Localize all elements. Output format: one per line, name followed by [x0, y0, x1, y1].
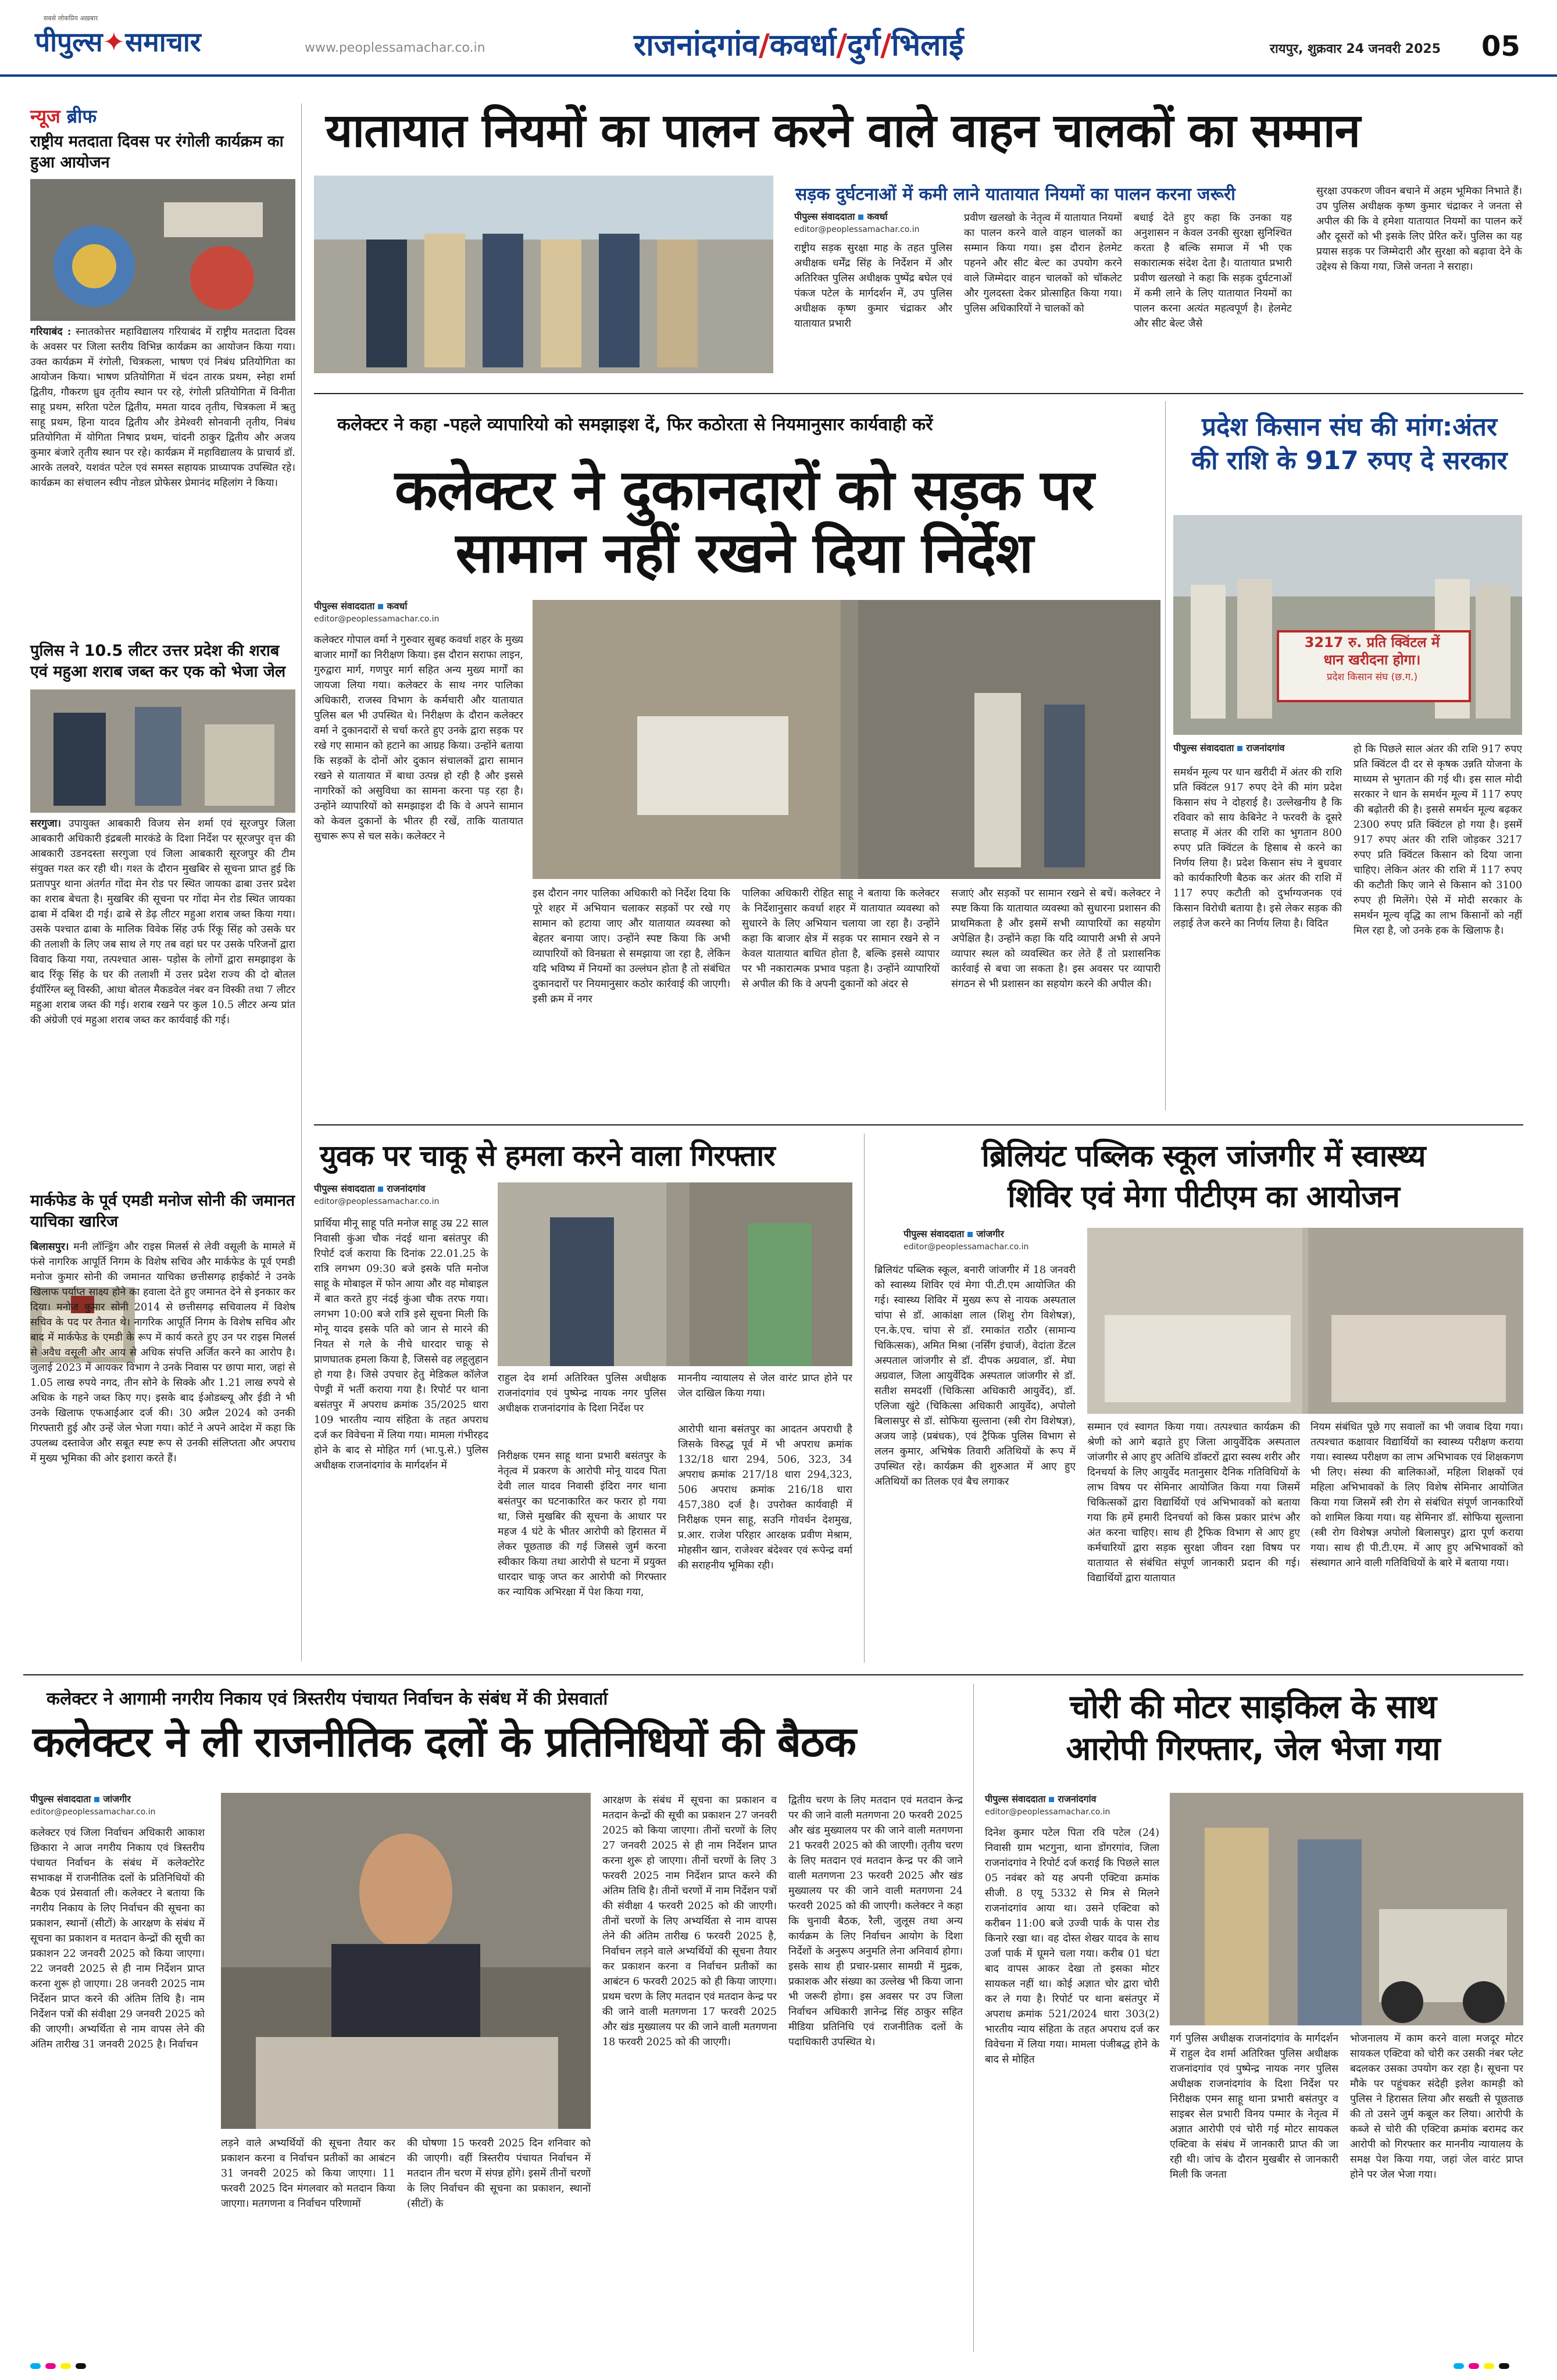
byline-name: पीपुल्स संवाददाता: [30, 1793, 91, 1804]
byline-email[interactable]: editor@peoplessamachar.co.in: [985, 1807, 1110, 1817]
story4-col1: प्रार्थिया मीनू साहू पति मनोज साहू उम्र 22 साल निवासी कुंआ चौक नंदई थाना बसंतपुर की रिपोर्ट दर्ज कराया कि दिनांक 22.01.25 के रात्रि लगभग 09:30 बजे इसके पति मनोज साहू के मोबाइल में फोन आया और वह मोबाइल में बात करते हुए नंदई कुंआ चौक तरफ गया। लगभग 10:00 बजे रात्रि इसे सूचना मिली कि मोनू यादव इसके पति को जान से मारने की नियत से गले के नीचे धारदार चाकू से प्राणघातक हमला किया है, जिससे वह लहूलुहान हो गया है। जिसे उपचार हेतु मेडिकल कॉलेज पेण्ड्री में भर्ती कराया गया है। रिपोर्ट पर थाना बसंतपुर में अपराध क्रमांक 35/2025 धारा 109 भारतीय न्याय संहिता के तहत अपराध दर्ज कर विवेचना में लिया गया। मामला गंभीरहद होने के बाद से मोहित गर्ग (भा.पु.से.) पुलिस अधीक्षक राजनांदगांव के मार्गदर्शन में: [314, 1218, 488, 1471]
story6-kicker: कलेक्टर ने आगामी नगरीय निकाय एवं त्रिस्तरीय पंचायत निर्वाचन के संबंध में की प्रेसवार्ता: [47, 1689, 608, 1709]
news-brief-label-a: न्यूज: [30, 105, 60, 127]
story3-byline: [1173, 742, 1354, 755]
section-durg: दुर्ग: [847, 28, 881, 63]
story1-byline: [794, 210, 969, 236]
byline-email[interactable]: editor@peoplessamachar.co.in: [314, 1197, 440, 1206]
market-inspection-photo: [533, 600, 1160, 879]
newspaper-logo[interactable]: [35, 23, 201, 59]
logo-separator: ✦: [102, 26, 126, 58]
story7-headline-2[interactable]: आरोपी गिरफ्तार, जेल भेजा गया: [1066, 1730, 1440, 1768]
byline-name: पीपुल्स संवाददाता: [985, 1793, 1046, 1804]
column-divider: [1165, 401, 1166, 1110]
protest-banner: [1279, 634, 1465, 686]
print-registration-marks: [1454, 2360, 1514, 2371]
accused-arrest-photo: [498, 1182, 852, 1366]
byline-place: कवर्धा: [867, 211, 888, 222]
story3-col1: समर्थन मूल्य पर धान खरीदी में अंतर की राशि प्रति क्विंटल 917 रुपए देने की मांग प्रदेश किसान संघ ने दोहराई है। उल्लेखनीय है कि रविवार को साय केबिनेट ने फरवरी के दूसरे सप्ताह में अंतर की राशि का भुगतान 800 रुपए प्रति क्विंटल के हिसाब से करने का निर्णय लिया है। प्रदेश किसान संघ ने बुधवार को कार्यकारिणी बैठक कर अंतर की राशि में 117 रुपए कटौती को दुर्भाग्यजनक एवं किसान विरोधी बताया है। इसे लेकर सड़क की लड़ाई तेज करने का निर्णय लिया है। विदित: [1173, 767, 1342, 930]
column-divider: [864, 1134, 865, 1663]
story7-byline: [985, 1793, 1159, 1818]
story7-col2: गर्ग पुलिस अधीक्षक राजनांदगांव के मार्गदर्शन में राहुल देव शर्मा अतिरिक्त पुलिस अधीक्षक राजनांदगांव एवं पुष्पेन्द्र नायक नगर पुलिस अधीक्षक राजनांदगांव के दिशा निर्देश पर निरीक्षक एमन साहू थाना प्रभारी बसंतपुर व साइबर सेल प्रभारी विनय पम्मार के नेतृत्व में अज्ञात आरोपी एवं चोरी गई मोटर सायकल एक्टिवा के संबंध में जानकारी प्राप्त की जा रही थी। जांच के दौरान मुखबीर से जानकारी मिली कि जनता: [1170, 2033, 1338, 2181]
story2-col2: इस दौरान नगर पालिका अधिकारी को निर्देश दिया कि पूरे शहर में अभियान चलाकर सड़कों पर रखे गए सामान को हटाया जाए और यातायात व्यवस्था को बेहतर बनाया जाए। उन्होंने स्पष्ट किया कि अभी व्यापारियों को विनम्रता से समझाया जा रहा है, लेकिन यदि भविष्य में नियमों का उल्लंघन होता है तो संबंधित दुकानदारों पर नियमानुसार कठोर कार्रवाई की जाएगी। इसी क्रम में नगर: [533, 888, 730, 1005]
logo-right: समाचार: [125, 26, 201, 58]
story2-col1: कलेक्टर गोपाल वर्मा ने गुरुवार सुबह कवर्धा शहर के मुख्य बाजार मार्गों का निरीक्षण किया। इस दौरान सराफा लाइन, गुरुद्वारा मार्ग, गणपुर मार्ग सहित अन्य मुख्य मार्गों का जायजा लिया गया। कलेक्टर के साथ नगर पालिका अधिकारी, राजस्व विभाग के कर्मचारी और यातायात पुलिस बल भी उपस्थित थे। निरीक्षण के दौरान कलेक्टर वर्मा ने दुकानदारों से चर्चा करते हुए उनके द्वारा सड़क पर रखे गए सामान को हटाने का आग्रह किया। उन्होंने बताया कि सड़कों के दोनों ओर दुकान संचालकों द्वारा सामान रखने से यातायात में बाधा उत्पन्न हो रही है और इससे नागरिकों को असुविधा का सामना करना पड़ रहा है। उन्होंने व्यापारियों को समझाइश दी कि वे अपने सामान को केवल दुकानों के भीतर ही रखें, ताकि यातायात सुचारू रूप से चल सके। कलेक्टर ने: [314, 634, 523, 842]
story5-headline-1[interactable]: ब्रिलियंट पब्लिक स्कूल जांजगीर में स्वास्थ्य: [981, 1139, 1426, 1174]
brief-lead-2: सरगुजा।: [30, 818, 61, 830]
byline-name: पीपुल्स संवाददाता: [794, 211, 855, 222]
logo-tagline: सबसे लोकप्रिय अख़बार: [44, 15, 98, 22]
byline-email[interactable]: editor@peoplessamachar.co.in: [30, 1807, 156, 1817]
website-link[interactable]: www.peoplessamachar.co.in: [305, 41, 485, 55]
divider: [314, 393, 1523, 394]
section-title: [634, 23, 963, 65]
story6-caption-b: की घोषणा 15 फरवरी 2025 दिन शनिवार को की जाएगी। वहीं त्रिस्तरीय पंचायत निर्वाचन में मतदान तीन चरण में संपन्न होंगे। इसमें तीनों चरणों के लिए निर्वाचन की सूचना का प्रकाशन, स्थानों (सीटों) के: [407, 2138, 591, 2210]
story1-headline[interactable]: यातायात नियमों का पालन करने वाले वाहन चालकों का सम्मान: [326, 103, 1360, 158]
brief-body-1: स्नातकोत्तर महाविद्यालय गरियाबंद में राष्ट्रीय मतदाता दिवस के अवसर पर जिला स्तरीय विभिन्न कार्यक्रम का आयोजन किया गया। उक्त कार्यक्रम में रंगोली, चित्रकला, भाषण एवं निबंध प्रतियोगिता का आयोजन किया। भाषण प्रतियोगिता में चंदन तारक प्रथम, स्नेहा शर्मा द्वितीय, गौकरण ध्रुव तृतीय स्थान पर रहे, रंगोली प्रतियोगिता में विनीता साहू प्रथम, सरिता पटेल द्वितीय, ममता यादव तृतीय, चित्रकला में ऋतु साहू प्रथम, हिना यादव द्वितीय और डेमेश्वरी सोनवानी तृतीय, निबंध प्रतियोगिता में योगिता निषाद प्रथम, चांदनी ठाकुर द्वितीय और अजय कुमार बंजारे तृतीय स्थान पर रहे। कार्यक्रम में महाविद्यालय के प्राचार्य डॉ. आरके तलवरे, यशवंत पटेल एवं समस्त सहायक प्राध्यापक उपस्थित रहे। कार्यक्रम का संचालन स्वीप नोडल प्रोफेसर प्रेमानंद महिलांग ने किया।: [30, 326, 295, 489]
brief-text-1: [30, 324, 295, 620]
section-rajnandgaon: राजनांदगांव: [634, 28, 759, 63]
story5-col2: सम्मान एवं स्वागत किया गया। तत्पश्चात कार्यक्रम की श्रेणी को आगे बढ़ाते हुए जिला आयुर्वेदिक अस्पताल जांजगीर से आए हुए अतिथि डॉक्टरों द्वारा स्वस्थ शरीर और दिनचर्या के लिए आयुर्वेद मतानुसार दैनिक गतिविधियों के लाभ विषय पर सेमिनार आयोजित किया गया जिसमें चिकित्सकों द्वारा विद्यार्थियों एवं अभिभावकों को बताया गया कि हमें हमारी दिनचर्या को किस प्रकार प्रारंभ और अंत करना चाहिए। साथ ही ट्रैफिक विभाग से आए हुए कर्मचारियों द्वारा सड़क सुरक्षा जीवन रक्षा विषय पर यातायात से संबंधित संपूर्ण जानकारी प्रदान की गई। विद्यार्थियों द्वारा यातायात: [1087, 1421, 1300, 1584]
story6-caption: लड़ने वाले अभ्यर्थियों की सूचना तैयार कर प्रकाशन करना व निर्वाचन प्रतीकों का आबंटन 31 जनवरी 2025 को किया जाएगा। 11 फरवरी 2025 दिन मंगलवार को मतदान किया जाएगा। मतगणना व निर्वाचन परिणामों: [221, 2138, 395, 2210]
story6-col2: आरक्षण के संबंध में सूचना का प्रकाशन व मतदान केन्द्रों की सूची का प्रकाशन 27 जनवरी 2025 को किया जाएगा। तीनों चरणों के लिए 27 जनवरी 2025 से ही नाम निर्देशन प्राप्त करना शुरू हो जाएगा। तीनों चरणों के लिए 3 फरवरी 2025 नाम निर्देशन प्राप्त करने की अंतिम तिथि है। तीनों चरणों में नाम निर्देशन पत्रों की संवीक्षा 4 फरवरी 2025 को की जाएगी। तीनों चरणों के लिए अभ्यर्थिता से नाम वापस लेने की अंतिम तारीख 6 फरवरी 2025 है, निर्वाचन लड़ने वाले अभ्यर्थियों की सूचना तैयार कर प्रकाशन करना व निर्वाचन प्रतीकों का आबंटन 6 फरवरी 2025 को ही किया जाएगा। प्रथम चरण के लिए मतदान एवं मतदान केन्द्र पर की जाने वाली मतगणना 17 फरवरी 2025 और खंड मुख्यालय पर की जाने वाली मतगणना 18 फरवरी 2025 को की जाएगी।: [602, 1795, 777, 2048]
story5-col3: नियम संबंधित पूछे गए सवालों का भी जवाब दिया गया। तत्पश्चात कक्षावार विद्यार्थियों का स्वास्थ्य परीक्षण कराया गया। स्वास्थ्य परीक्षण का लाभ अभिभावक एवं शिक्षकगण भी लिए। संस्था की बालिकाओं, महिला शिक्षकों एवं महिला अभिभावकों के लिए विशेष सेमिनार आयोजित किया गया जिसमें स्त्री रोग से संबंधित संपूर्ण जानकारियों को शामिल किया गया। यह सेमिनार डॉ. सोफिया सुल्ताना (स्त्री रोग विशेषज्ञ अपोलो बिलासपुर) द्वारा पूर्ण कराया गया। साथ ही पी.टी.एम. में आए हुए अभिभावकों को संस्थागत आने वाली गतिविधियों के बारे में बताया गया।: [1310, 1421, 1523, 1569]
brief-body-2: उपायुक्त आबकारी विजय सेन शर्मा एवं सूरजपुर जिला आबकारी अधिकारी इंद्रबली मारकंडे के दिशा निर्देश पर सूरजपुर वृत्त की आबकारी उडनदस्ता सरगुजा एवं जिला आबकारी सूरजपुर की टीम संयुक्त गश्त कर रही थी। गश्त के दौरान मुखबिर से सूचना प्राप्त हुई कि प्रतापपुर थाना अंतर्गत गोंदा मेन रोड पर स्थित जायका ढाबा उत्तर प्रदेश का शराब बेचता है। मुखबिर की सूचना पर गोंदा मेन रोड स्थित जायका ढाबा में दबिश दी गई। ढाबे से डेढ़ लीटर महुआ शराब जब्त किया गया। उसके पश्चात ढाबा के मालिक विवेक सिंह उर्फ रिंकू सिंह को उसके घर की तलाशी के लिए जब साथ ले गए तब वहां घर पर उसके परिजनों द्वारा विवाद किया गया, तत्पश्चात आस- पड़ोस के लोगों द्वारा समझाइश के बाद रिंकू सिंह के घर की तलाशी में उत्तर प्रदेश राज्य की दो बोतल ईयॉरिंग्ल ब्लू विस्की, आधा बोतल मैकडवेल नंबर वन विस्की तथा 7 लीटर महुआ शराब जब्त की गई। शराब रखने पर कुल 10.5 लीटर अन्य प्रांत की अंग्रेजी एवं महुआ शराब जब्त कर कार्यवाई की गई।: [30, 818, 295, 1026]
brief-lead-1: गरियाबंद :: [30, 326, 72, 338]
brief-text-2: [30, 816, 295, 1177]
story7-col3: भोजनालय में काम करने वाला मजदूर मोटर सायकल एक्टिवा को चोरी कर उसकी नंबर प्लेट बदलकर उसका उपयोग कर रहा है। सूचना पर मौके पर पहुंचकर संदेही इलेश कामड़ी को पुलिस ने हिरासत लिया और सख्ती से पूछताछ की तो उसने जुर्म कबूल कर लिया। आरोपी के कब्जे से चोरी की एक्टिवा क्रमांक बरामद कर आरोपी को गिरफ्तार कर माननीय न्यायालय के समक्ष पेश किया गया, जहां जेल वारंट प्राप्त होने पर जेल भेजा गया।: [1350, 2033, 1523, 2181]
farmers-protest-photo: [1173, 515, 1522, 735]
story3-col2: हो कि पिछले साल अंतर की राशि 917 रुपए प्रति क्विंटल दी दर से कृषक उन्नति योजना के माध्यम से भुगतान की गई थी। इस साल मोदी सरकार ने धान के समर्थन मूल्य में 117 रुपए की बढ़ोतरी की है। इससे समर्थन मूल्य बढ़कर 2300 रुपए प्रति क्विंटल हो गया है। इसमें 917 रुपए अंतर की राशि जोड़कर 3217 रुपए प्रति क्विंटल किसान को दिया जाना चाहिए। लेकिन अंतर की राशि में 117 रुपए की कटौती किए जाने से किसान को 3100 रुपए ही मिलेंगे। ऐसे में मोदी सरकार के समर्थन मूल्य वृद्धि का लाभ किसानों को नहीं मिल रहा है, जो उनके हक के खिलाफ है।: [1354, 744, 1522, 937]
brief-lead-3: बिलासपुर।: [30, 1241, 69, 1253]
story6-byline: [30, 1793, 205, 1818]
section-kawardha: कवर्धा: [769, 28, 837, 63]
banner-line-1: 3217 रु. प्रति क्विंटल में: [1304, 634, 1440, 651]
byline-place: राजनांदगांव: [1246, 742, 1285, 753]
story5-byline: [904, 1228, 1090, 1253]
brief-title-1[interactable]: राष्ट्रीय मतदाता दिवस पर रंगोली कार्यक्रम का हुआ आयोजन: [30, 133, 284, 171]
story5-headline-2[interactable]: शिविर एवं मेगा पीटीएम का आयोजन: [1008, 1180, 1399, 1214]
byline-name: पीपुल्स संवाददाता: [314, 601, 375, 612]
print-registration-marks: [30, 2360, 91, 2371]
story4-col2: निरीक्षक एमन साहू थाना प्रभारी बसंतपुर के नेतृत्व में प्रकरण के आरोपी मोनू यादव पिता देवी लाल यादव निवासी इंदिरा नगर थाना बसंतपुर का घटनाकारित कर फरार हो गया था, जिसे मुखबिर की सूचना के आधार पर महज 4 घंटे के भीतर आरोपी को हिरासत में लेकर पूछताछ की गई जिससे जुर्म करना स्वीकार किया तथा आरोपी से घटना में प्रयुक्त धारदार चाकू जप्त कर आरोपी को गिरफ्तार कर न्यायिक अभिरक्षा में पेश किया गया,: [498, 1450, 666, 1598]
story2-byline: [314, 600, 523, 626]
story1-col1: राष्ट्रीय सड़क सुरक्षा माह के तहत पुलिस अधीक्षक धर्मेंद्र सिंह के निर्देशन में और अतिरिक्त पुलिस अधीक्षक पुष्पेंद्र बघेल एवं पंकज पटेल के मार्गदर्शन में, उप पुलिस अधीक्षक कृष्ण कुमार चंद्राकर और यातायात प्रभारी: [794, 242, 952, 330]
story2-col3: पालिका अधिकारी रोहित साहू ने बताया कि कलेक्टर के निर्देशानुसार कवर्धा शहर में यातायात व्यवस्था को सुधारने के लिए अभियान चलाया जा रहा है। उन्होंने कहा कि बाजार क्षेत्र में सड़क पर सामान रखने से न केवल यातायात बाधित होता है, बल्कि इससे व्यापार पर भी नकारात्मक प्रभाव पड़ता है। उन्होंने व्यापारियों से अपील की कि वे अपनी दुकानों को अंदर से: [742, 888, 940, 990]
logo-left: पीपुल्स: [35, 26, 103, 58]
column-divider: [973, 1684, 974, 2352]
banner-line-3: प्रदेश किसान संघ (छ.ग.): [1326, 671, 1418, 683]
brief-title-3[interactable]: मार्कफेड के पूर्व एमडी मनोज सोनी की जमानत याचिका खारिज: [30, 1192, 295, 1231]
banner-line-2: धान खरीदना होगा।: [1323, 652, 1421, 668]
story4-byline: [314, 1182, 500, 1208]
story6-headline[interactable]: कलेक्टर ने ली राजनीतिक दलों के प्रतिनिधियों की बैठक: [33, 1717, 856, 1766]
story2-col4: सजाएं और सड़कों पर सामान रखने से बचें। कलेक्टर ने स्पष्ट किया कि यातायात व्यवस्था को सुधारना प्रशासन की प्राथमिकता है और इसमें सभी व्यापारियों का सहयोग अपेक्षित है। उन्होंने कहा कि यदि व्यापारी अभी से अपने व्यापार स्थल को व्यवस्थित कर लेते हैं तो प्रशासनिक कार्रवाई से बचा जा सकता है। इस अवसर पर व्यापारी संगठन से भी प्रशासन का सहयोग करने की अपील की।: [951, 888, 1160, 990]
story4-headline[interactable]: युवक पर चाकू से हमला करने वाला गिरफ्तार: [320, 1139, 775, 1173]
story2-headline-1[interactable]: कलेक्टर ने दुकानदारों को सड़क पर: [394, 458, 1094, 523]
story6-col3: द्वितीय चरण के लिए मतदान एवं मतदान केन्द्र पर की जाने वाली मतगणना 20 फरवरी 2025 और खंड मुख्यालय पर की जाने वाली मतगणना 21 फरवरी 2025 को की जाएगी। तृतीय चरण के लिए मतदान एवं मतदान केन्द्र पर की जाने वाली मतगणना 23 फरवरी 2025 और खंड मुख्यालय पर की जाने वाली मतगणना 24 फरवरी 2025 को की जाएगी। कलेक्टर ने कहा कि चुनावी बैठक, रैली, जुलूस तथा अन्य कार्यक्रम के लिए निर्वाचन आयोग के दिशा निर्देशों के अनुरूप अनुमति लेना अनिवार्य होगा। इसके साथ ही प्रचार-प्रसार सामग्री में मुद्रक, प्रकाशक और संख्या का उल्लेख भी किया जाना भी जरूरी होगा। इस अवसर पर उप जिला निर्वाचन अधिकारी ज्ञानेन्द्र सिंह ठाकुर सहित मीडिया प्रतिनिधि एवं राजनीतिक दलों के पदाधिकारी उपस्थित थे।: [788, 1795, 963, 2048]
traffic-honour-photo: [314, 176, 773, 373]
section-bhilai: भिलाई: [891, 28, 964, 63]
story6-col1: कलेक्टर एवं जिला निर्वाचन अधिकारी आकाश छिकारा ने आज नगरीय निकाय एवं त्रिस्तरीय पंचायत निर्वाचन के संबंध में कलेक्टोरेट सभाकक्ष में राजनीतिक दलों के प्रतिनिधियों की बैठक एवं प्रेसवार्ता ली। कलेक्टर ने बताया कि नगरीय निकाय के लिए निर्वाचन की सूचना का प्रकाशन, स्थानों (सीटों) के आरक्षण के संबंध में सूचना का प्रकाशन व मतदान केन्द्रों की सूची का प्रकाशन 22 जनवरी 2025 को किया जाएगा। 22 जनवरी 2025 से ही नाम निर्देशन प्राप्त करना शुरू हो जाएगा। 28 जनवरी 2025 नाम निर्देशन प्राप्त करने की अंतिम तिथि है। नाम निर्देशन पत्रों की संवीक्षा 29 जनवरी 2025 को की जाएगी। अभ्यर्थिता से नाम वापस लेने की अंतिम तारीख 31 जनवरी 2025 है। निर्वाचन: [30, 1827, 205, 2050]
byline-name: पीपुल्स संवाददाता: [314, 1183, 375, 1194]
bike-theft-arrest-photo: [1170, 1793, 1523, 2025]
byline-email[interactable]: editor@peoplessamachar.co.in: [904, 1242, 1029, 1252]
story1-col3: बधाई देते हुए कहा कि उनका यह अनुशासन न केवल उनकी सुरक्षा सुनिश्चित करता है बल्कि समाज में भी एक सकारात्मक संदेश देता है। यातायात प्रभारी प्रवीण खलखो ने कहा कि सड़क दुर्घटनाओं में कमी लाने के लिए यातायात नियमों का पालन करना अत्यंत महत्वपूर्ण है। हेलमेट और सीट बेल्ट जैसे: [1134, 212, 1292, 330]
brief-text-3: [30, 1239, 295, 1658]
collector-press-photo: [221, 1793, 591, 2129]
news-brief-label-b: ब्रीफ: [66, 105, 97, 127]
byline-place: जांजगीर: [103, 1793, 131, 1804]
page-number: 05: [1481, 30, 1520, 63]
health-camp-photo: [1087, 1228, 1523, 1414]
brief-body-3: मनी लॉन्ड्रिंग और राइस मिलर्स से लेवी वसूली के मामले में फंसे नागरिक आपूर्ति निगम के विशेष सचिव और मार्कफेड के पूर्व एमडी मनोज कुमार सोनी की जमानत याचिका छत्तीसगढ़ हाईकोर्ट ने उनके खिलाफ पर्याप्त साक्ष्य होने का हवाला देते हुए जमानत देने से इनकार कर दिया। मनोज कुमार सोनी 2014 से छत्तीसगढ़ सचिवालय में विशेष सचिव के पद पर तैनात थे। नागरिक आपूर्ति निगम के विशेष सचिव और बाद में मार्कफेड के एमडी के रूप में कार्य करते हुए उन पर राइस मिलर्स से अवैध वसूली और आय से अधिक संपत्ति अर्जित करने का आरोप है। जुलाई 2023 में आयकर विभाग ने उनके निवास पर छापा मारा, जहां से 1.05 लाख रुपये नगद, तीन सोने के सिक्के और 1.21 लाख रुपये से अधिक के गहने जब्त किए गए। इसके बाद ईओडब्ल्यू और ईडी ने भी उनके खिलाफ एफआईआर दर्ज की। 30 अप्रैल 2024 को उनकी गिरफ्तारी हुई और उन्हें जेल भेजा गया। कोर्ट ने अपने आदेश में कहा कि उपलब्ध दस्तावेज और सबूत स्पष्ट रूप से उनकी संलिप्तता और अपराध में मुख्य भूमिका की ओर इशारा करते हैं।: [30, 1241, 295, 1464]
story3-headline-1[interactable]: प्रदेश किसान संघ की मांग:अंतर: [1201, 412, 1498, 442]
story4-col3: आरोपी थाना बसंतपुर का आदतन अपराधी है जिसके विरुद्ध पूर्व में भी अपराध क्रमांक 132/18 धारा 294, 506, 323, 34 अपराध क्रमांक 217/18 धारा 294,323, 506 अपराध क्रमांक 216/18 धारा 457,380 दर्ज है। उपरोक्त कार्यवाही में निरीक्षक एमन साहू, सउनि गोवर्धन देशमुख, प्र.आर. राजेश परिहार आरक्षक प्रवीण मेश्राम, मोहसीन खान, राजेश्वर बंदेश्वर एवं रूपेन्द्र वर्मा की सराहनीय भूमिका रही।: [678, 1424, 852, 1571]
byline-email[interactable]: editor@peoplessamachar.co.in: [794, 225, 920, 234]
liquor-seizure-photo: [30, 689, 295, 813]
story1-subhead: सड़क दुर्घटनाओं में कमी लाने यातायात नियमों का पालन करना जरूरी: [795, 184, 1235, 205]
story2-kicker: कलेक्टर ने कहा -पहले व्यापारियो को समझाइश दें, फिर कठोरता से नियमानुसार कार्यवाही करें: [337, 414, 933, 435]
byline-place: जांजगीर: [976, 1228, 1004, 1239]
story4-caption-2: माननीय न्यायालय से जेल वारंट प्राप्त होने पर जेल दाखिल किया गया।: [678, 1373, 852, 1399]
story7-headline-1[interactable]: चोरी की मोटर साइकिल के साथ: [1069, 1688, 1437, 1726]
divider: [314, 1124, 1523, 1125]
story1-col2: प्रवीण खलखो के नेतृत्व में यातायात नियमों का पालन करने वाले वाहन चालकों का सम्मान किया गया। इस दौरान हेलमेट पहनने और सीट बेल्ट का उपयोग करने वाले जिम्मेदार वाहन चालकों को चॉकलेट और गुलदस्ता देकर प्रोत्साहित किया गया। पुलिस अधिकारियों ने चालकों को: [964, 212, 1122, 315]
byline-place: राजनांदगांव: [387, 1183, 426, 1194]
news-brief-heading: [30, 103, 97, 128]
issue-date: रायपुर, शुक्रवार 24 जनवरी 2025: [1270, 42, 1441, 56]
story3-headline-2[interactable]: की राशि के 917 रुपए दे सरकार: [1191, 446, 1508, 476]
byline-name: पीपुल्स संवाददाता: [1173, 742, 1234, 753]
rangoli-photo: [30, 179, 295, 321]
section-slash: /: [836, 28, 848, 63]
byline-name: पीपुल्स संवाददाता: [904, 1228, 965, 1239]
byline-place: राजनांदगांव: [1058, 1793, 1097, 1804]
column-divider: [301, 103, 302, 1661]
divider: [23, 1674, 1523, 1675]
section-slash: /: [880, 28, 892, 63]
brief-title-2[interactable]: पुलिस ने 10.5 लीटर उत्तर प्रदेश की शराब एवं महुआ शराब जब्त कर एक को भेजा जेल: [30, 642, 286, 681]
byline-email[interactable]: editor@peoplessamachar.co.in: [314, 614, 440, 624]
story5-col1: ब्रिलियंट पब्लिक स्कूल, बनारी जांजगीर में 18 जनवरी को स्वास्थ्य शिविर एवं मेगा पी.टी.एम आयोजित की गई। स्वास्थ्य शिविर में मुख्य रूप से नायक अस्पताल चांपा से डॉ. आकांक्षा लाल (शिशु रोग विशेषज्ञ), एन.के.एच. चांपा से डॉ. रमाकांत राठौर (सामान्य चिकित्सक), अमित मिश्रा (नर्सिंग इंचार्ज), वेदांता डेंटल अस्पताल जांजगीर से डॉ. दीपक अग्रवाल, डॉ. मेघा अग्रवाल, जिला आयुर्वेदिक अस्पताल जांजगीर से डॉ. सतीश समदर्शी (चिकित्सा अधिकारी आयुर्वेद), डॉ. एलिजा खुंटे (चिकित्सा अधिकारी आयुर्वेद), अपोलो बिलासपुर से डॉ. सोफिया सुल्ताना (स्त्री रोग विशेषज्ञ), अजय जाड़े (प्रबंधक), एवं ट्रैफिक पुलिस विभाग से ललन कुमार, अभिषेक तिवारी अतिथियों के रूप में उपस्थित रहे। कार्यक्रम की शुरुआत में आए हुए अतिथियों का तिलक एवं बैच लगाकर: [874, 1264, 1076, 1488]
story1-col4: सुरक्षा उपकरण जीवन बचाने में अहम भूमिका निभाते हैं। उप पुलिस अधीक्षक कृष्ण कुमार चंद्राकर ने जनता से अपील की कि वे हमेशा यातायात नियमों का पालन करें और दूसरों को भी इसके लिए प्रेरित करें। पुलिस का यह प्रयास सड़क पर जिम्मेदारी और सुरक्षा को बढ़ावा देने के उद्देश्य से किया गया, जिसे जनता ने सराहा।: [1316, 185, 1522, 273]
story2-headline-2[interactable]: सामान नहीं रखने दिया निर्देश: [455, 520, 1033, 585]
story7-col1: दिनेश कुमार पटेल पिता रवि पटेल (24) निवासी ग्राम भटगुना, थाना डोंगरगांव, जिला राजनांदगांव ने रिपोर्ट दर्ज कराई कि पिछले साल 05 नवंबर को यह अपनी एक्टिवा क्रमांक सीजी. 8 एयू 5332 से मित्र से मिलने राजनांदगांव आया था। उसने एक्टिवा को करीबन 11:00 बजे उज्वी पार्क के पास रोड किनारे रखा था। वह दोस्त शेखर यादव के साथ उर्जा पार्क में घूमने चला गया। करीब 01 घंटा बाद वापस आकर देखा तो इसका मोटर सायकल नहीं था। कोई अज्ञात चोर द्वारा चोरी कर ले गया है। रिपोर्ट पर थाना बसंतपुर में अपराध क्रमांक 521/2024 धारा 303(2) भारतीय न्याय संहिता के तहत अपराध दर्ज कर विवेचना में लिया गया। मामला पंजीबद्ध होने के बाद से मोहित: [985, 1827, 1159, 2065]
story4-caption-1: राहुल देव शर्मा अतिरिक्त पुलिस अधीक्षक राजनांदगांव एवं पुष्पेन्द्र नायक नगर पुलिस अधीक्षक राजनांदगांव के दिशा निर्देश पर: [498, 1373, 666, 1414]
byline-place: कवर्धा: [387, 601, 408, 612]
section-slash: /: [758, 28, 770, 63]
